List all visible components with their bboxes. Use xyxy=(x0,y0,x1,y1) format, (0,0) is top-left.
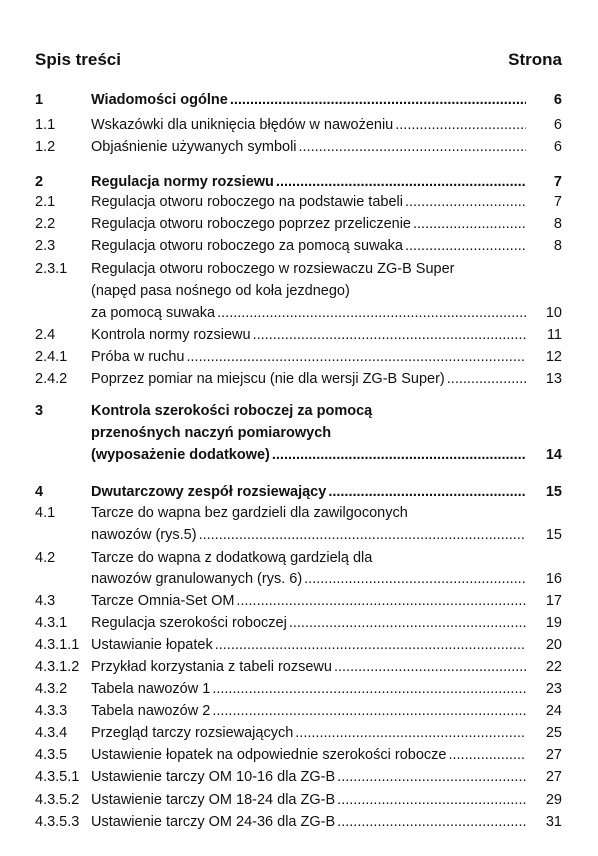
dot-leader xyxy=(405,192,526,212)
toc-header xyxy=(35,50,562,72)
dot-leader xyxy=(199,525,526,545)
toc-entry-page: 6 xyxy=(553,117,562,133)
toc-entry[interactable] xyxy=(35,503,562,523)
toc-entry[interactable] xyxy=(35,723,562,743)
toc-entry-number: 4.3.1.2 xyxy=(35,659,80,675)
toc-entry[interactable] xyxy=(35,548,562,568)
toc-entry-number: 4.3.5 xyxy=(35,747,68,763)
toc-entry[interactable] xyxy=(35,657,562,677)
toc-entry-number: 2 xyxy=(35,174,44,190)
dot-leader xyxy=(328,482,526,502)
toc-entry-title: Wiadomości ogólne xyxy=(91,92,228,108)
toc-entry-title: Ustawianie łopatek xyxy=(91,637,213,653)
toc-entry-number: 1 xyxy=(35,92,44,108)
toc-entry-page: 23 xyxy=(545,681,562,697)
dot-leader xyxy=(230,90,526,110)
toc-entry-number: 4.3 xyxy=(35,593,56,609)
toc-entry[interactable] xyxy=(35,482,562,502)
toc-entry-title: (wyposażenie dodatkowe) xyxy=(91,447,270,463)
toc-entry-number: 2.3 xyxy=(35,238,56,254)
dot-leader xyxy=(304,569,526,589)
toc-entry[interactable] xyxy=(35,591,562,611)
toc-entry-number: 2.4.2 xyxy=(35,371,68,387)
toc-entry-title: Wskazówki dla uniknięcia błędów w nawożeniu xyxy=(91,117,394,133)
toc-entry[interactable] xyxy=(35,569,562,589)
toc-entry-page: 12 xyxy=(545,349,562,365)
toc-entry[interactable] xyxy=(35,767,562,787)
toc-entry-page: 14 xyxy=(545,447,562,463)
toc-entry-number: 2.1 xyxy=(35,194,56,210)
toc-entry-title: Przykład korzystania z tabeli rozsewu xyxy=(91,659,332,675)
toc-entry-title: Kontrola szerokości roboczej za pomocą xyxy=(91,403,373,419)
dot-leader xyxy=(187,347,527,367)
toc-entry-page: 6 xyxy=(553,139,562,155)
toc-entry[interactable] xyxy=(35,745,562,765)
dot-leader xyxy=(299,137,526,157)
toc-entry-title: Poprzez pomiar na miejscu (nie dla wersji ZG-B Super) xyxy=(91,371,445,387)
toc-entry-title: Próba w ruchu xyxy=(91,349,185,365)
toc-entry-title: (napęd pasa nośnego od koła jezdnego) xyxy=(91,283,350,299)
toc-entry-title: Regulacja otworu roboczego na podstawie tabeli xyxy=(91,194,403,210)
toc-entry-page: 22 xyxy=(545,659,562,675)
toc-entry-number: 4.3.1 xyxy=(35,615,68,631)
toc-entry-page: 7 xyxy=(553,194,562,210)
toc-entry-number: 4 xyxy=(35,484,44,500)
dot-leader xyxy=(405,236,526,256)
toc-title: Spis treści xyxy=(35,50,121,69)
dot-leader xyxy=(212,679,526,699)
toc-entry-number: 4.3.3 xyxy=(35,703,68,719)
toc-entry-page: 19 xyxy=(545,615,562,631)
toc-entry-page: 7 xyxy=(553,174,562,190)
toc-entry-title: Regulacja otworu roboczego poprzez przeliczenie xyxy=(91,216,411,232)
toc-entry-page: 27 xyxy=(545,747,562,763)
dot-leader xyxy=(272,445,526,465)
dot-leader xyxy=(217,303,526,323)
toc-entry[interactable] xyxy=(35,281,562,301)
toc-entry-page: 16 xyxy=(545,571,562,587)
toc-entry-title: Kontrola normy rozsiewu xyxy=(91,327,251,343)
toc-entry[interactable] xyxy=(35,90,562,110)
toc-entry-title: za pomocą suwaka xyxy=(91,305,216,321)
toc-entry[interactable] xyxy=(35,613,562,633)
toc-entry[interactable] xyxy=(35,303,562,323)
toc-entry-number: 4.2 xyxy=(35,550,56,566)
toc-entry-title: Regulacja szerokości roboczej xyxy=(91,615,287,631)
toc-entry[interactable] xyxy=(35,369,562,389)
dot-leader xyxy=(447,369,526,389)
dot-leader xyxy=(289,613,526,633)
toc-entry-title: Ustawienie tarczy OM 24-36 dla ZG-B xyxy=(91,814,336,830)
toc-entry-number: 2.2 xyxy=(35,216,56,232)
toc-entry-title: Ustawienie tarczy OM 18-24 dla ZG-B xyxy=(91,792,336,808)
toc-entry[interactable] xyxy=(35,701,562,721)
dot-leader xyxy=(215,635,526,655)
toc-entry-title: Tarcze do wapna z dodatkową gardzielą dla xyxy=(91,550,373,566)
toc-entry-title: Tabela nawozów 2 xyxy=(91,703,211,719)
toc-entry-page: 15 xyxy=(545,527,562,543)
toc-entry-title: Tabela nawozów 1 xyxy=(91,681,211,697)
toc-entry[interactable] xyxy=(35,172,562,192)
toc-entry[interactable] xyxy=(35,137,562,157)
toc-entry[interactable] xyxy=(35,347,562,367)
toc-entry[interactable] xyxy=(35,445,562,465)
toc-entry-title: Tarcze do wapna bez gardzieli dla zawilgoconych xyxy=(91,505,408,521)
dot-leader xyxy=(295,723,526,743)
toc-entry[interactable] xyxy=(35,635,562,655)
toc-entry-page: 25 xyxy=(545,725,562,741)
toc-entry-page: 24 xyxy=(545,703,562,719)
toc-entry-number: 4.3.2 xyxy=(35,681,68,697)
toc-entry-number: 1.1 xyxy=(35,117,56,133)
toc-entry-number: 2.3.1 xyxy=(35,261,68,277)
dot-leader xyxy=(236,591,526,611)
dot-leader xyxy=(413,214,526,234)
toc-entry-page: 17 xyxy=(545,593,562,609)
toc-entry-number: 4.3.4 xyxy=(35,725,68,741)
dot-leader xyxy=(395,115,526,135)
dot-leader xyxy=(448,745,526,765)
toc-entry[interactable] xyxy=(35,259,562,279)
toc-entry-title: Tarcze Omnia-Set OM xyxy=(91,593,235,609)
toc-entry-number: 4.3.5.1 xyxy=(35,769,80,785)
toc-entry-title: Regulacja normy rozsiewu xyxy=(91,174,274,190)
toc-entry[interactable] xyxy=(35,115,562,135)
toc-entry-page: 10 xyxy=(545,305,562,321)
toc-entry-title: Regulacja otworu roboczego w rozsiewaczu ZG-B Super xyxy=(91,261,455,277)
toc-entry[interactable] xyxy=(35,192,562,212)
toc-entry[interactable] xyxy=(35,790,562,810)
toc-entry-number: 1.2 xyxy=(35,139,56,155)
toc-entry-page: 11 xyxy=(546,327,562,343)
dot-leader xyxy=(276,172,526,192)
toc-entry-title: nawozów (rys.5) xyxy=(91,527,197,543)
toc-entry-title: przenośnych naczyń pomiarowych xyxy=(91,425,332,441)
toc-entry-page: 29 xyxy=(545,792,562,808)
toc-entry-number: 3 xyxy=(35,403,44,419)
toc-entry[interactable] xyxy=(35,525,562,545)
toc-entry-page: 27 xyxy=(545,769,562,785)
toc-entry-page: 31 xyxy=(545,814,562,830)
toc-entry-page: 15 xyxy=(545,484,562,500)
toc-entry[interactable] xyxy=(35,423,562,443)
toc-entry[interactable] xyxy=(35,679,562,699)
toc-entry-page: 6 xyxy=(553,92,562,108)
toc-entry-title: Ustawienie tarczy OM 10-16 dla ZG-B xyxy=(91,769,336,785)
dot-leader xyxy=(337,790,526,810)
toc-entry-page: 8 xyxy=(553,238,562,254)
toc-entry-number: 4.1 xyxy=(35,505,56,521)
toc-entry-title: Ustawienie łopatek na odpowiednie szerokości robocze xyxy=(91,747,447,763)
toc-entry-page: 13 xyxy=(545,371,562,387)
dot-leader xyxy=(337,767,526,787)
toc-entry[interactable] xyxy=(35,401,562,421)
toc-entry-number: 4.3.5.2 xyxy=(35,792,80,808)
toc-entry[interactable] xyxy=(35,214,562,234)
page-column-label: Strona xyxy=(508,50,562,69)
toc-entry-title: Przegląd tarczy rozsiewających xyxy=(91,725,294,741)
toc-entry[interactable] xyxy=(35,812,562,832)
toc-entry-number: 2.4 xyxy=(35,327,56,343)
toc-entry-title: Objaśnienie używanych symboli xyxy=(91,139,297,155)
dot-leader xyxy=(253,325,526,345)
dot-leader xyxy=(334,657,526,677)
toc-entry-title: nawozów granulowanych (rys. 6) xyxy=(91,571,303,587)
toc-entry-page: 8 xyxy=(553,216,562,232)
toc-entry-number: 4.3.1.1 xyxy=(35,637,80,653)
dot-leader xyxy=(212,701,526,721)
toc-entry[interactable] xyxy=(35,236,562,256)
toc-entry[interactable] xyxy=(35,325,562,345)
toc-entry-number: 2.4.1 xyxy=(35,349,68,365)
toc-entry-title: Regulacja otworu roboczego za pomocą suwaka xyxy=(91,238,403,254)
toc-entry-page: 20 xyxy=(545,637,562,653)
toc-entry-number: 4.3.5.3 xyxy=(35,814,80,830)
dot-leader xyxy=(337,812,526,832)
toc-entry-title: Dwutarczowy zespół rozsiewający xyxy=(91,484,327,500)
